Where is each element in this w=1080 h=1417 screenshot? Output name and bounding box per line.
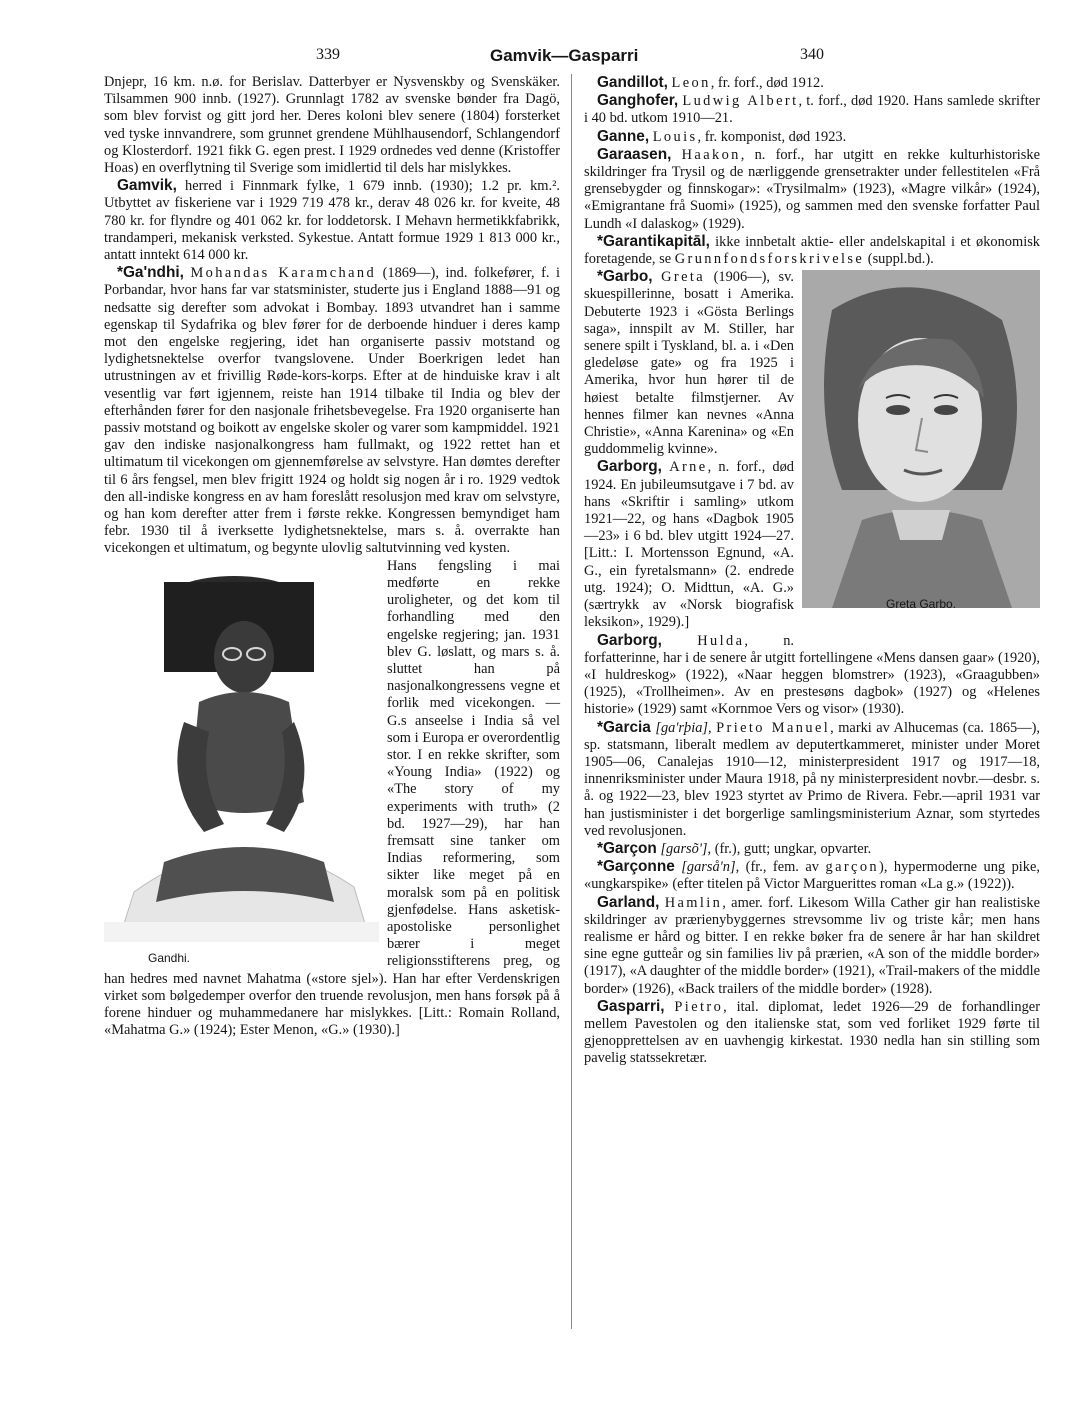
page-number-right: 340: [800, 46, 824, 63]
star-marker: *: [596, 718, 603, 736]
entry-gandhi: [104, 264, 560, 557]
page-number-left: 339: [316, 46, 340, 63]
ganghofer-firstname: Ludwig Albert: [682, 93, 799, 110]
garaasen-firstname: Haakon: [681, 146, 741, 163]
pronunciation-garcon: [garsõ']: [660, 840, 708, 857]
gandhi-caption: Gandhi.: [147, 950, 191, 965]
entry-garland-text: , amer. forf. Likesom Willa Cather gir han realistiske skildringer av prærienybyggernes strevsomme liv og triste kår; men hans realisme er hård og bitter. I en rekke bøker fra de senere år har han skildret sine egne gutteår og sin families liv på prærien, «A son of the middle border» (1917), «A daughter of the middle border» (1921), «Trail-makers of the middle border» (1926), «Back trailers of the middle border» (1928).: [584, 894, 1040, 997]
entry-ganne: [584, 128, 1040, 146]
garbo-caption: Greta Garbo.: [885, 597, 957, 612]
entry-gamvik: [104, 177, 560, 264]
star-marker: *: [596, 268, 603, 286]
headword-gandillot: Gandillot,: [596, 74, 668, 91]
gandillot-firstname: Leon: [671, 75, 711, 91]
entry-garaasen-text: , n. forf., har utgitt en rekke kulturhistoriske skildringer fra Trysil og de nærliggende grensetrakter under fellestitelen «Frå grensebygder og finnskogar»: «Trysilmalm» (1923), «Magre vilkår» (1924), «Emigrantane frå Suomi» (1925), og sammen med den svenske forfatter Paul Lundh «I dalaskog» (1929).: [584, 146, 1040, 232]
entry-gandhi-continuation: Hans fengsling i mai medførte en rekke uroligheter, og det kom til forhandling med den engelske regjering; jan. 1931 blev G. løslatt, og mars s. å. sluttet han på nasjonalkongressens vegne et forlik med vicekongen. — G.s anseelse i India så vel som i Europa er overordentlig stor. I en rekke skrifter, som «Young India» (1922) og «The story of my experiments with truth» (2 bd. 1927—29), har han fremsatt sine tanker om Indias reformering, som sikter like meget på en moralsk som på en politisk gjenfødelse. Hans asketisk-apostoliske personlighet bærer i meget religionsstifterens preg, og han hedres med navnet Mahatma («store sjel»). Han har efter Verdenskrigen virket som bølgedemper overfor den truende revolusjon, men hans forsøk på å forene hinduer og muhammedanere har mislykkes. [Litt.: Romain Rolland, «Mahatma G.» (1924); Ester Menon, «G.» (1930).]: [104, 557, 560, 1039]
garbo-photo: [802, 270, 1040, 608]
entry-gandillot: [584, 74, 1040, 92]
garcia-fullname: Prieto Manuel: [716, 719, 831, 736]
entry-garantikapital: [584, 233, 1040, 268]
entry-garcon: [584, 840, 1040, 858]
entry-gammalsvenskby-continuation: Dnjepr, 16 km. n.ø. for Berislav. Datterbyer er Nysvenskby og Svenskäker. Tilsammen 900 innb. (1927). Grunnlagt 1782 av svenske bønder fra Dagö, som blev forvist og gitt jord her. Deres koloni blev senere (1804) forsterket ved tyske innvandrere, som grunnet grendene Mühlhausendorf, Schlangendorf og Klosterdorf. 1921 fikk G. egen prest. I 1929 ordnedes ved denne (Kristoffer Hoas) en overflytning til Sverige som imidlertid til dels har mislykkes.: [104, 74, 560, 177]
headword-garantikapital: Garantikapitāl,: [602, 232, 710, 250]
right-column: [584, 74, 1040, 1068]
entry-garcia: *Garcia [ga'rþia], Prieto Manuel, marki av Alhucemas (ca. 1865—), sp. statsmann, liberalt medlem av deputertkammeret, minister under Moret 1905—06, Canalejas 1910—12, ministerpresident 1917 og 1917—18, innenriksminister under Maura 1918, på ny ministerpresident novbr.—desbr. s. å. og 1922—23, blev 1923 styrtet av Primo de Rivera. Febr.—april 1931 var han justisminister i det borgerlige samlingsministerium Aznar, som styrtedes ved revolusjonen.: [584, 718, 1040, 839]
gandhi-fullname: Mohandas Karamchand: [190, 265, 377, 282]
headword-ganne: Ganne,: [596, 127, 650, 145]
star-marker: *: [116, 264, 123, 282]
gandhi-photo: [104, 562, 379, 942]
entry-gasparri: [584, 998, 1040, 1068]
garbo-firstname: Greta: [661, 269, 706, 286]
headword-garcon: Garçon: [602, 839, 657, 857]
ganne-firstname: Louis: [652, 128, 698, 145]
entry-garantikapital-text: ikke innbetalt aktie- eller andelskapital i et økonomisk foretagende, se: [584, 233, 1040, 268]
headword-garborg-hulda: Garborg,: [596, 631, 662, 649]
entry-garantikapital-suffix: (suppl.bd.).: [864, 251, 934, 268]
cross-reference-garcon: garçon: [825, 859, 880, 876]
entry-gasparri-text: , ital. diplomat, ledet 1926—29 de forhandlinger mellem Pavestolen og den italienske stat, som ved forliket 1929 førte til gjenopprettelsen av en uavhengig kirkestat. 1930 nedla han sin stilling som pavelig statssekretær.: [584, 998, 1040, 1067]
entry-garborg-hulda-text: , n. forfatterinne, har i de senere år utgitt fortellingene «Mens dansen gaar» (1920), «I huldreskog» (1922), «Naar heggen blomstrer» (1923), «Graagubben» (1925), «Trollheimen». Av en prestesøns dagbok» (1927) og «Helenes historie» (1929) samt «Kornmoe Vers og visor» (1930).: [584, 632, 1040, 718]
entry-garaasen: [584, 146, 1040, 233]
entry-gandhi-text: (1869—), ind. folkefører, f. i Porbandar, hvor hans far var statsminister, studerte jus i England 1888—91 og nedsatte sig derefter som advokat i Bombay. 1893 utvandret han i samme egenskap til Sydafrika og blev fører for de derboende hinduer i deres kamp mot den engelske regjering, idet han organiserte passiv motstand og lydighetsnektelse overfor tvangslovene. Under Boerkrigen ledet han utrustningen av et frivillig Røde-kors-korps. Efter at de hinduiske krav i alt vesentlig var ført igjennem, reiste han 1914 tilbake til India og blev der efterhånden fører for den nasjonale frihetsbevegelse. Fra 1920 organiserte han passiv motstand og boikott av engelske skoler og varer som kampmiddel. 1921 gav den indiske nasjonalkongress ham fullmakt, og 1922 rettet han et ultimatum til vicekongen om gjennemførelse av selvstyre. Han dømtes derefter til 6 års fengsel, men blev frigitt 1924 og holdt sig nogen år i ro. 1929 vedtok den all-indiske kongress en av ham foreslått resolusjon med krav om selvstyre, og han kom derefter atter frem i første rekke. Kongressen bemyndiget ham febr. 1930 til å iverksette lydighetsnektelse, mars s. å. overrakte han vicekongen et ultimatum, og begynte ulovlig saltutvinning ved kysten.: [104, 265, 561, 557]
headword-garconne: Garçonne: [602, 858, 675, 876]
headword-gamvik: Gamvik,: [116, 177, 177, 195]
entry-garconne-text-end: ), hypermoderne ung pike, «ungkarspike» (efter titelen på Victor Marguerittes roman «La g.» (1922)).: [584, 859, 1040, 893]
headword-gandhi: Ga'ndhi,: [122, 264, 184, 282]
entry-garcon-text: , (fr.), gutt; ungkar, opvarter.: [707, 840, 872, 857]
entry-gamvik-text: herred i Finnmark fylke, 1 679 innb. (1930); 1.2 pr. km.². Utbyttet av fiskeriene var i 1929 719 478 kr., derav 48 026 kr. for kveite, 48 780 kr. for flyndre og 401 062 kr. for loddetorsk. I Mehavn hermetikkfabrikk, trandamperi, mekanisk verksted. Sykestue. Antatt formue 1929 1 813 000 kr., antatt inntekt 614 000 kr.: [104, 178, 560, 264]
headword-garbo: Garbo,: [602, 268, 653, 286]
entry-garland: [584, 894, 1040, 998]
entry-garconne-text: , (fr., fem. av: [735, 859, 826, 876]
garborg-hulda-firstname: Hulda: [697, 632, 745, 649]
entry-ganne-text: , fr. komponist, død 1923.: [697, 128, 847, 145]
garbo-figure: [802, 270, 1040, 636]
garborg-arne-firstname: Arne: [669, 459, 708, 476]
cross-reference-grunnfondsforskrivelse: Grunnfondsforskrivelse: [674, 251, 865, 268]
entry-ganghofer-text: , t. forf., død 1920. Hans samlede skrifter i 40 bd. utkom 1910—21.: [584, 93, 1040, 127]
entry-garbo-text: (1906—), sv. skuespillerinne, bosatt i Amerika. Debuterte 1923 i «Gösta Berlings saga», innspilt av M. Stiller, har senere spilt i Tyskland, bl. a. i «Den gledeløse gate» og fra 1925 i Amerika, hvor hun hører til de høiest betalte filmstjerner. Av hennes filmer kan nevnes «Anna Christie», «Anna Karenina» og «En guddommelig kvinne».: [584, 269, 794, 458]
entry-gandillot-text: , fr. forf., død 1912.: [710, 75, 824, 91]
headword-garborg-arne: Garborg,: [596, 458, 662, 476]
headword-garcia: Garcia: [602, 718, 651, 736]
entry-garcia-text: , marki av Alhucemas (ca. 1865—), sp. statsmann, liberalt medlem av deputertkammeret, minister under Moret 1905—06, Canalejas 1910—12, ministerpresident 1917 og 1917—18, innenriksminister under Maura 1918, på ny ministerpresident novbr.—desbr. s. å. og 1922—23, blev 1923 styrtet av Primo de Rivera. Febr.—april 1931 var han justisminister i det borgerlige samlingsministerium Aznar, som styrtedes ved revolusjonen.: [584, 719, 1040, 839]
entry-garborg-arne-text: , n. forf., død 1924. En jubileumsutgave i 7 bd. av hans «Skriftir i samling» utkom 1921—22, og hans «Dagbok 1905—23» i 6 bd. blev utgitt 1924—27. [Litt.: I. Mortensson Egnund, «A. G., ein fyretalsmann» (2. endrede utg. 1924); O. Midttun, «A. G.» (særtrykk av «Norsk biografisk leksikon», 1929).]: [584, 459, 794, 631]
star-marker: *: [596, 839, 603, 857]
pronunciation-garcia: [ga'rþia]: [655, 719, 709, 736]
entry-garborg-hulda: [584, 632, 1040, 719]
headword-garaasen: Garaasen,: [596, 145, 672, 163]
gasparri-firstname: Pietro: [674, 998, 724, 1015]
star-marker: *: [596, 232, 603, 250]
entry-ganghofer: [584, 92, 1040, 127]
star-marker: *: [596, 858, 603, 876]
gandhi-figure: [104, 562, 379, 967]
headword-ganghofer: Ganghofer,: [596, 92, 679, 110]
pronunciation-garconne: [garså'n]: [681, 859, 736, 876]
headword-garland: Garland,: [596, 893, 660, 911]
headword-gasparri: Gasparri,: [596, 997, 665, 1015]
garland-firstname: Hamlin: [664, 894, 723, 911]
column-divider: [571, 74, 572, 1329]
entry-garconne: [584, 858, 1040, 893]
running-head: Gamvik—Gasparri: [490, 46, 639, 65]
left-column: [104, 74, 560, 1039]
